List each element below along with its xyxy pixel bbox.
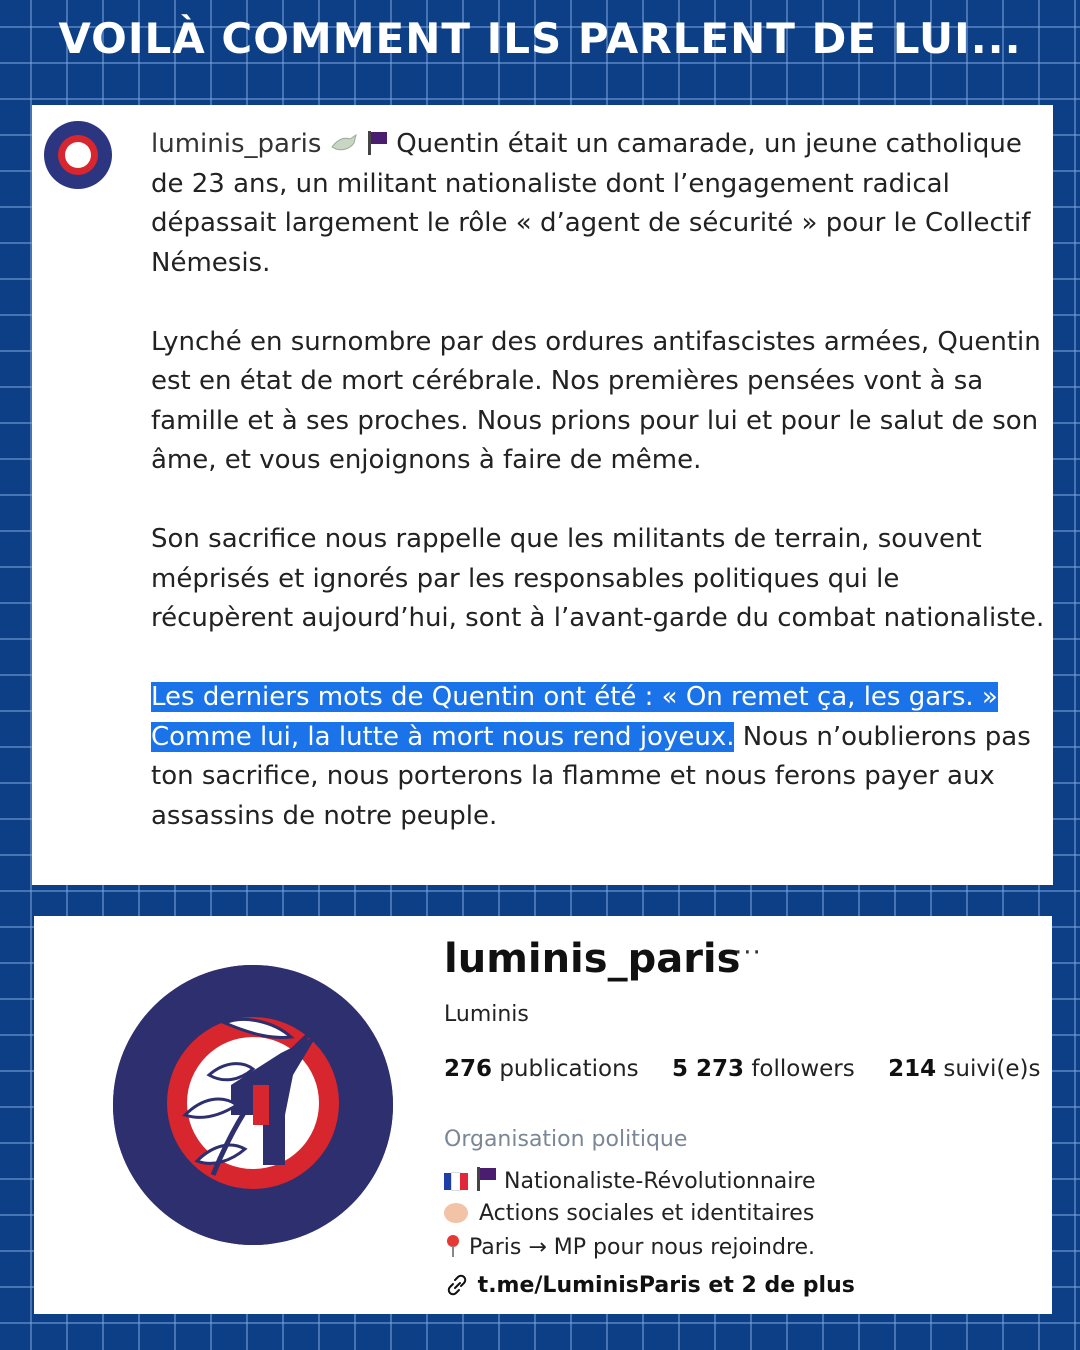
profile-stats — [444, 1056, 1066, 1082]
post-screenshot — [32, 105, 1053, 885]
stat-publications[interactable]: 276 publications — [444, 1056, 639, 1082]
bio-line: Nationaliste-Révolutionnaire — [444, 1167, 816, 1194]
stat-followers[interactable]: 5 273 followers — [671, 1056, 855, 1082]
luminis-logo-icon[interactable] — [44, 121, 112, 189]
dove-icon — [330, 133, 358, 155]
bio-line: Paris → MP pour nous rejoindre. — [444, 1234, 815, 1260]
stat-following[interactable]: 214 suivi(e)s — [888, 1056, 1041, 1082]
french-flag-icon — [444, 1173, 468, 1190]
post-paragraph-3: Son sacrifice nous rappelle que les militants de terrain, souvent méprisés et ignorés par les responsables politiques qui le récupèrent aujourd’hui, sont à l’avant-garde du combat nationaliste. — [151, 524, 1045, 633]
post-paragraph-2: Lynché en surnombre par des ordures antifascistes armées, Quentin est en état de mort cérébrale. Nos premières pensées vont à sa famille et à ses proches. Nous prions pour lui et pour le salut de son âme, et vous enjoignons à faire de même. — [151, 326, 1041, 475]
pin-icon — [444, 1234, 462, 1258]
headline: VOILÀ COMMENT ILS PARLENT DE LUI... — [58, 14, 1022, 63]
post-username[interactable]: luminis_paris — [151, 129, 322, 159]
post-paragraph-1: Quentin était un camarade, un jeune catholique de 23 ans, un militant nationaliste dont l’engagement radical dépassait largement le rôle « d’agent de sécurité » pour le Collectif Némesis. — [151, 129, 1031, 278]
profile-avatar[interactable] — [113, 965, 393, 1245]
highlighted-text: Les derniers mots de Quentin ont été : « On remet ça, les gars. » Comme lui, la lutte à mort nous rend joyeux. — [151, 682, 998, 752]
post-paragraph-4: Nous n’oublierons pas ton sacrifice, nous porterons la flamme et nous ferons payer aux assassins de notre peuple. — [151, 721, 1031, 831]
bio-line: Actions sociales et identitaires — [444, 1201, 814, 1226]
profile-display-name: Luminis — [444, 1002, 529, 1027]
profile-link[interactable]: t.me/LuminisParis et 2 de plus — [444, 1273, 855, 1298]
profile-screenshot — [34, 916, 1052, 1314]
profile-username: luminis_paris — [444, 936, 741, 982]
handshake-icon — [444, 1203, 468, 1223]
purple-flag-icon — [475, 1167, 497, 1191]
profile-category: Organisation politique — [444, 1127, 688, 1152]
more-options-icon[interactable]: ··· — [734, 938, 762, 968]
post-caption — [151, 125, 1046, 876]
purple-flag-icon — [366, 131, 388, 155]
luminis-logo-icon — [113, 965, 393, 1245]
link-icon — [444, 1274, 470, 1296]
